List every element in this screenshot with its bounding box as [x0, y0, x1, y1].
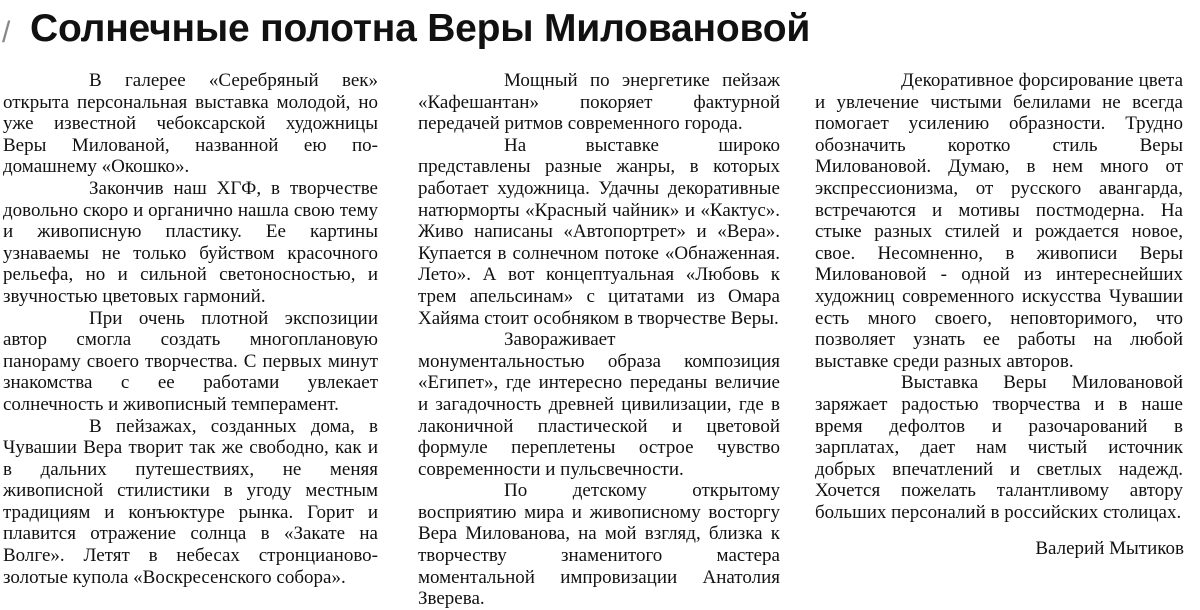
paragraph: Закончив наш ХГФ, в творчестве довольно скоро и органично нашла свою тему и живописную пластику. Ее картины узнаваемы не только буйством красочного рельефа, но и сильной светоносностью, и звучностью цветовых гармоний.	[3, 177, 378, 307]
column-rule-mark: /	[2, 16, 11, 49]
article-title: Солнечные полотна Веры Миловановой	[30, 7, 811, 50]
paragraph: В пейзажах, созданных дома, в Чувашии Вера творит так же свободно, как и в дальних путешествиях, не меняя живописной стилистики в угоду местным традициям и конъюктуре рынка. Горит и плавится отражение солнца в «Закате на Волге». Летят в небесах стронцианово-золотые купола «Воскресенского собора».	[3, 415, 378, 588]
article-author: Валерий Мытиков	[1035, 538, 1184, 559]
paragraph: При очень плотной экспозиции автор смогла создать многоплановую панораму своего творчества. С первых минут знакомства с ее работами увлекает солнечность и живописный темперамент.	[3, 307, 378, 415]
article-column-3	[815, 70, 1183, 523]
article-column-1	[3, 70, 378, 588]
paragraph: Выставка Веры Миловановой заряжает радостью творчества и в наше время дефолтов и разочарований в зарплатах, дает нам чистый источник добрых впечатлений и светлых надежд. Хочется пожелать талантливому автору больших персоналий в российских столицах.	[815, 372, 1183, 523]
paragraph: По детскому открытому восприятию мира и живописному восторгу Вера Милованова, на мой взгляд, близка к творчеству знаменитого мастера моментальной импровизации Анатолия Зверева.	[418, 480, 780, 610]
paragraph: Декоративное форсирование цвета и увлечение чистыми белилами не всегда помогает усилению образности. Трудно обозначить коротко стиль Веры Миловановой. Думаю, в нем много от экспрессионизма, от русского авангарда, встречаются и мотивы постмодерна. На стыке разных стилей и рождается новое, свое. Несомненно, в живописи Веры Миловановой - одной из интереснейших художниц современного искусства Чувашии есть много своего, неповторимого, что позволяет узнать ее работы на любой выставке среди разных авторов.	[815, 70, 1183, 372]
paragraph: На выставке широко представлены разные жанры, в которых работает художница. Удачны декоративные натюрморты «Красный чайник» и «Кактус». Живо написаны «Автопортрет» и «Вера». Купается в солнечном потоке «Обнаженная. Лето». А вот концептуальная «Любовь к трем апельсинам» с цитатами из Омара Хайяма стоит особняком в творчестве Веры.	[418, 134, 780, 329]
article-column-2	[418, 70, 780, 610]
paragraph: В галерее «Серебряный век» открыта персональная выставка молодой, но уже известной чебоксарской художницы Веры Милованой, названной ею по-домашнему «Окошко».	[3, 70, 378, 178]
paragraph: Завораживает монументальностью образа композиция «Египет», где интересно переданы величие и загадочность древней цивилизации, где в лаконичной пластической и цветовой формуле переплетены острое чувство современности и пульсвечности.	[418, 329, 780, 480]
paragraph: Мощный по энергетике пейзаж «Кафешантан» покоряет фактурной передачей ритмов современного города.	[418, 70, 780, 135]
